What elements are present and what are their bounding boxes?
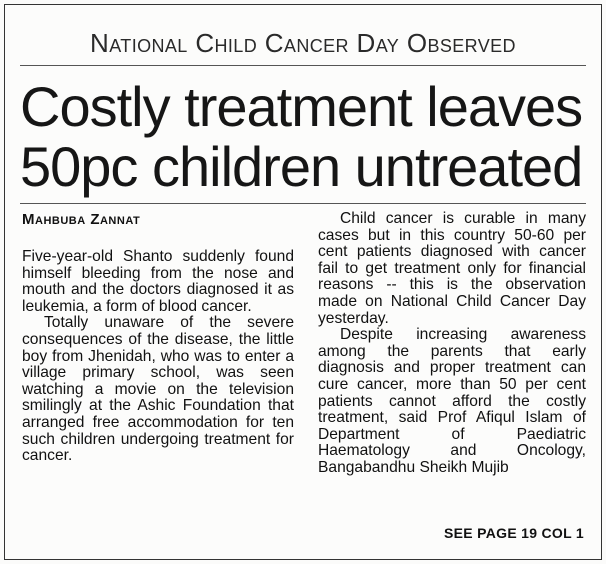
- left-paragraph-1: Five-year-old Shanto suddenly found himself bleeding from the nose and mouth and the doctors diagnosed it as leukemia, a form of blood cancer.: [22, 248, 294, 315]
- right-paragraph-1: Child cancer is curable in many cases but in this country 50-60 per cent patients diagnosed with cancer fail to get treatment only for financial reasons -- this is the observation made on National Child Cancer Day yesterday.: [318, 210, 586, 327]
- kicker-rule: [20, 65, 586, 66]
- headline-rule: [20, 203, 586, 204]
- left-column: [22, 249, 294, 465]
- left-paragraph-2: Totally unaware of the severe consequences of the disease, the little boy from Jhenidah, who was to enter a village primary school, was seen watching a movie on the television smilingly at the Ashic Foundation that arranged free accommodation for ten such children undergoing treatment for cancer.: [22, 314, 294, 465]
- right-paragraph-2: Despite increasing awareness among the parents that early diagnosis and proper treatment can cure cancer, more than 50 per cent patients cannot afford the costly treatment, said Prof Afiqul Islam of Department of Paediatric Haematology and Oncology, Bangabandhu Sheikh Mujib: [318, 326, 586, 476]
- right-column: [318, 211, 586, 477]
- jump-line: SEE PAGE 19 COL 1: [444, 525, 584, 541]
- kicker: National Child Cancer Day Observed: [90, 28, 516, 58]
- headline: Costly treatment leaves 50pc children untreated: [20, 75, 583, 198]
- byline: Mahbuba Zannat: [22, 211, 141, 228]
